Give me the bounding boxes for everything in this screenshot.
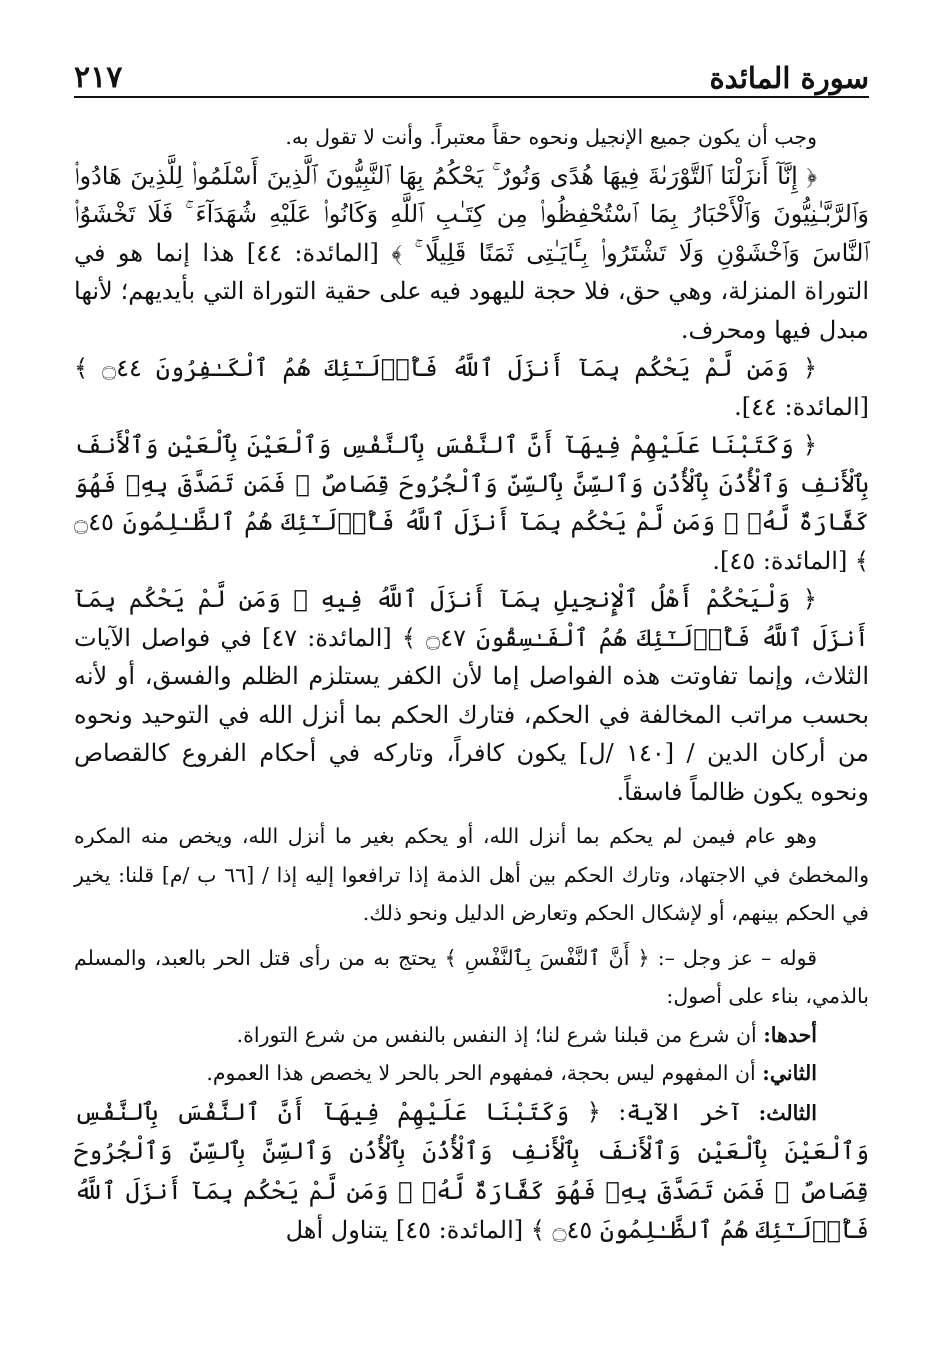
point-first xyxy=(74,1016,869,1055)
point-third-label: الثالث: xyxy=(758,1100,817,1125)
point-second-text: أن المفهوم ليس بحجة، فمفهوم الحر بالحر لا يخصص هذا العموم. xyxy=(206,1061,756,1085)
point-second-label: الثاني: xyxy=(762,1061,817,1085)
point-third xyxy=(74,1093,869,1251)
point-third-text: آخر الآية: ﴿ وَكَتَبْنَا عَلَيْهِمْ فِيهَآ أَنَّ ٱلنَّفْسَ بِٱلنَّفْسِ وَٱلْعَيْنَ بِٱلْعَيْنِ وَٱلْأَنفَ بِٱلْأَنفِ وَٱلْأُذُنَ بِٱلْأُذُنِ وَٱلسِّنَّ بِٱلسِّنِّ وَٱلْجُرُوحَ قِصَاصٌ ۚ فَمَن تَصَدَّقَ بِهِۦ فَهُوَ كَفَّارَةٌ لَّهُۥ ۚ وَمَن لَّمْ يَحْكُم بِمَآ أَنزَلَ ٱللَّهُ فَأُو۟لَـٰٓئِكَ هُمُ ٱلظَّـٰلِمُونَ ۝٤٥ ﴾ [المائدة: ٤٥] يتناول أهل xyxy=(74,1097,869,1244)
quran-verse-44-end: ﴿ وَمَن لَّمْ يَحْكُم بِمَآ أَنزَلَ ٱللَّهُ فَأُو۟لَـٰٓئِكَ هُمُ ٱلْكَـٰفِرُونَ ۝٤٤ ﴾ [المائدة: ٤٤]. xyxy=(74,354,869,421)
surah-title: سورة المائدة xyxy=(709,61,869,96)
paragraph-general: وهو عام فيمن لم يحكم بما أنزل الله، أو يحكم بغير ما أنزل الله، ويخص منه المكره والمخطئ في الاجتهاد، وتارك الحكم بين أهل الذمة إذا ترافعوا إليه إذا / [٦٦ ب /م] قلنا: يخير في الحكم بينهم، أو لإشكال الحكم وتعارض الدليل ونحو ذلك. xyxy=(74,824,869,925)
page-body xyxy=(74,118,869,1251)
quran-verse-45: ﴿ وَكَتَبْنَا عَلَيْهِمْ فِيهَآ أَنَّ ٱلنَّفْسَ بِٱلنَّفْسِ وَٱلْعَيْنَ بِٱلْعَيْنِ وَٱلْأَنفَ بِٱلْأَنفِ وَٱلْأُذُنَ بِٱلْأُذُنِ وَٱلسِّنَّ بِٱلسِّنِّ وَٱلْجُرُوحَ قِصَاصٌ ۚ فَمَن تَصَدَّقَ بِهِۦ فَهُوَ كَفَّارَةٌ لَّهُۥ ۚ وَمَن لَّمْ يَحْكُم بِمَآ أَنزَلَ ٱللَّهُ فَأُو۟لَـٰٓئِكَ هُمُ ٱلظَّـٰلِمُونَ ۝٤٥ ﴾ [المائدة: ٤٥]. xyxy=(74,431,869,575)
point-first-label: أحدها: xyxy=(763,1022,817,1047)
paragraph-soul-for-soul: قوله – عز وجل –: ﴿ أَنَّ ٱلنَّفْسَ بِٱلنَّفْسِ ﴾ يحتج به من رأى قتل الحر بالعبد، والمسلم بالذمي، بناء على أصول: xyxy=(74,945,869,1008)
point-second xyxy=(74,1054,869,1093)
paragraph-1: وجب أن يكون جميع الإنجيل ونحوه حقاً معتبراً. وأنت لا تقول به. xyxy=(285,125,817,149)
page-number: ٢١٧ xyxy=(74,60,123,95)
point-first-text: أن شرع من قبلنا شرع لنا؛ إذ النفس بالنفس من شرع التوراة. xyxy=(236,1022,757,1047)
quran-verse-47: ﴿ وَلْيَحْكُمْ أَهْلُ ٱلْإِنجِيلِ بِمَآ أَنزَلَ ٱللَّهُ فِيهِ ۚ وَمَن لَّمْ يَحْكُم بِمَآ أَنزَلَ ٱللَّهُ فَأُو۟لَـٰٓئِكَ هُمُ ٱلْفَـٰسِقُونَ ۝٤٧ ﴾ [المائدة: ٤٧] في فواصل الآيات الثلاث، وإنما تفاوتت هذه الفواصل إما لأن الكفر يستلزم الظلم والفسق، أو لأنه بحسب مراتب المخالفة في الحكم، فتارك الحكم بما أنزل الله في التوحيد ونحوه من أركان الدين / [١٤٠ /ل] يكون كافراً، وتاركه في أحكام الفروع كالقصاص ونحوه يكون ظالماً فاسقاً. xyxy=(74,585,869,806)
page-header xyxy=(74,52,869,98)
quran-verse-44: ﴿ إِنَّآ أَنزَلْنَا ٱلتَّوْرَىٰةَ فِيهَا هُدًى وَنُورٌ ۚ يَحْكُمُ بِهَا ٱلنَّبِيُّونَ ٱلَّذِينَ أَسْلَمُوا۟ لِلَّذِينَ هَادُوا۟ وَٱلرَّبَّـٰنِيُّونَ وَٱلْأَحْبَارُ بِمَا ٱسْتُحْفِظُوا۟ مِن كِتَـٰبِ ٱللَّهِ وَكَانُوا۟ عَلَيْهِ شُهَدَآءَ ۚ فَلَا تَخْشَوُا۟ ٱلنَّاسَ وَٱخْشَوْنِ وَلَا تَشْتَرُوا۟ بِـَٔايَـٰتِى ثَمَنًا قَلِيلًا ۚ ﴾ [المائدة: ٤٤] هذا إنما هو في التوراة المنزلة، وهي حق، فلا حجة لليهود فيه على حقية التوراة التي بأيديهم؛ لأنها مبدل فيها ومحرف. xyxy=(74,161,869,344)
